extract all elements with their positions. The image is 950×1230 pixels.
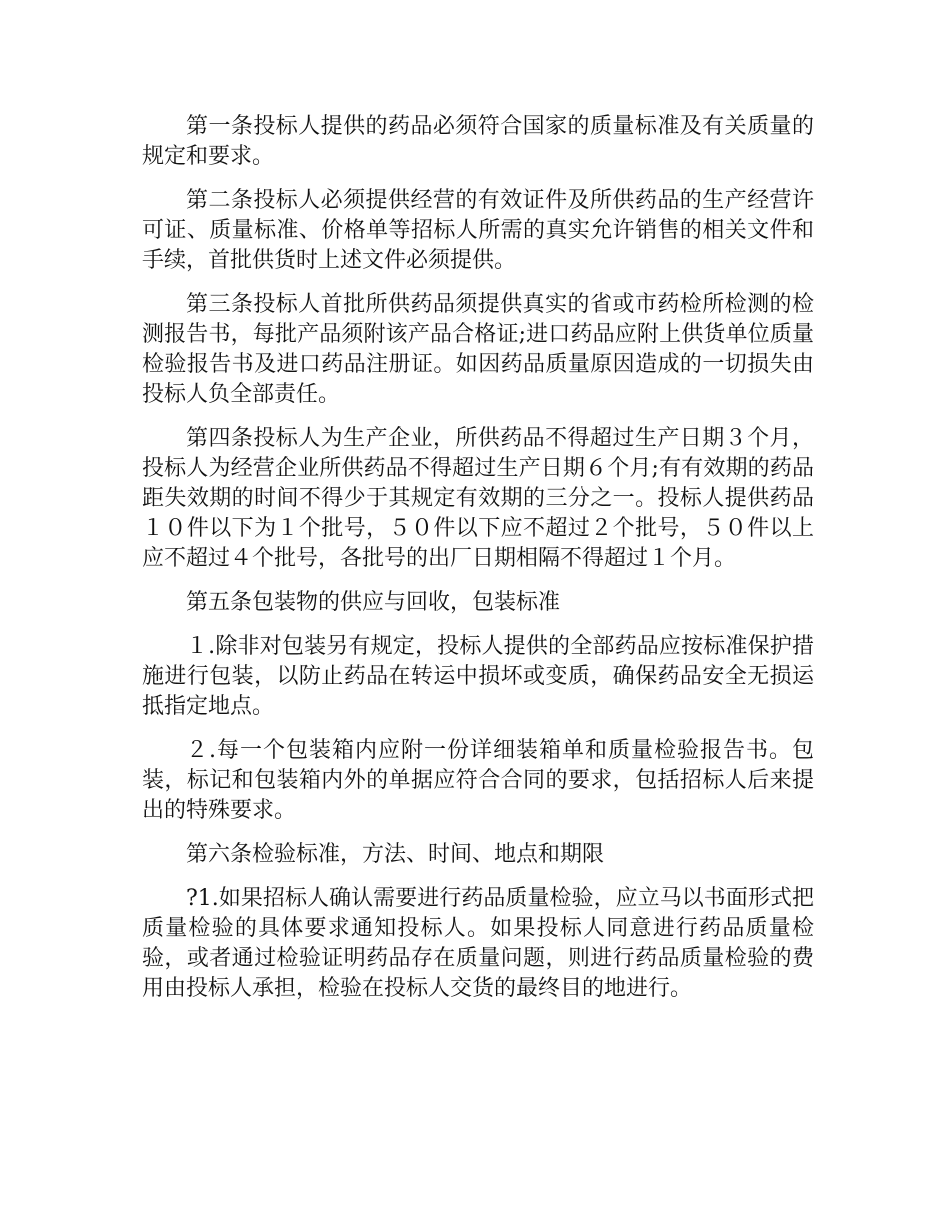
- article-3-paragraph: 第三条投标人首批所供药品须提供真实的省或市药检所检测的检测报告书，每批产品须附该产品合格证;进口药品应附上供货单位质量检验报告书及进口药品注册证。如因药品质量原因造成的一切损失由投标人负全部责任。: [142, 292, 814, 407]
- article-5-item-2: ２.每一个包装箱内应附一份详细装箱单和质量检验报告书。包装，标记和包装箱内外的单据应符合合同的要求，包括招标人后来提出的特殊要求。: [142, 738, 814, 823]
- article-6-item-1: ?1.如果招标人确认需要进行药品质量检验，应立马以书面形式把质量检验的具体要求通知投标人。如果投标人同意进行药品质量检验，或者通过检验证明药品存在质量问题，则进行药品质量检验的费用由投标人承担，检验在投标人交货的最终目的地进行。: [142, 886, 814, 1001]
- article-5-item-1: １.除非对包装另有规定，投标人提供的全部药品应按标准保护措施进行包装，以防止药品在转运中损坏或变质，确保药品安全无损运抵指定地点。: [142, 634, 814, 719]
- article-2-paragraph: 第二条投标人必须提供经营的有效证件及所供药品的生产经营许可证、质量标准、价格单等招标人所需的真实允许销售的相关文件和手续，首批供货时上述文件必须提供。: [142, 188, 814, 273]
- article-4-paragraph: 第四条投标人为生产企业，所供药品不得超过生产日期３个月，投标人为经营企业所供药品不得超过生产日期６个月;有有效期的药品距失效期的时间不得少于其规定有效期的三分之一。投标人提供药品１０件以下为１个批号，５０件以下应不超过２个批号，５０件以上应不超过４个批号，各批号的出厂日期相隔不得超过１个月。: [142, 426, 814, 571]
- article-5-heading: 第五条包装物的供应与回收，包装标准: [186, 590, 561, 615]
- article-1-paragraph: 第一条投标人提供的药品必须符合国家的质量标准及有关质量的规定和要求。: [142, 114, 814, 169]
- article-6-heading: 第六条检验标准，方法、时间、地点和期限: [186, 842, 605, 867]
- document-body: [142, 112, 814, 1018]
